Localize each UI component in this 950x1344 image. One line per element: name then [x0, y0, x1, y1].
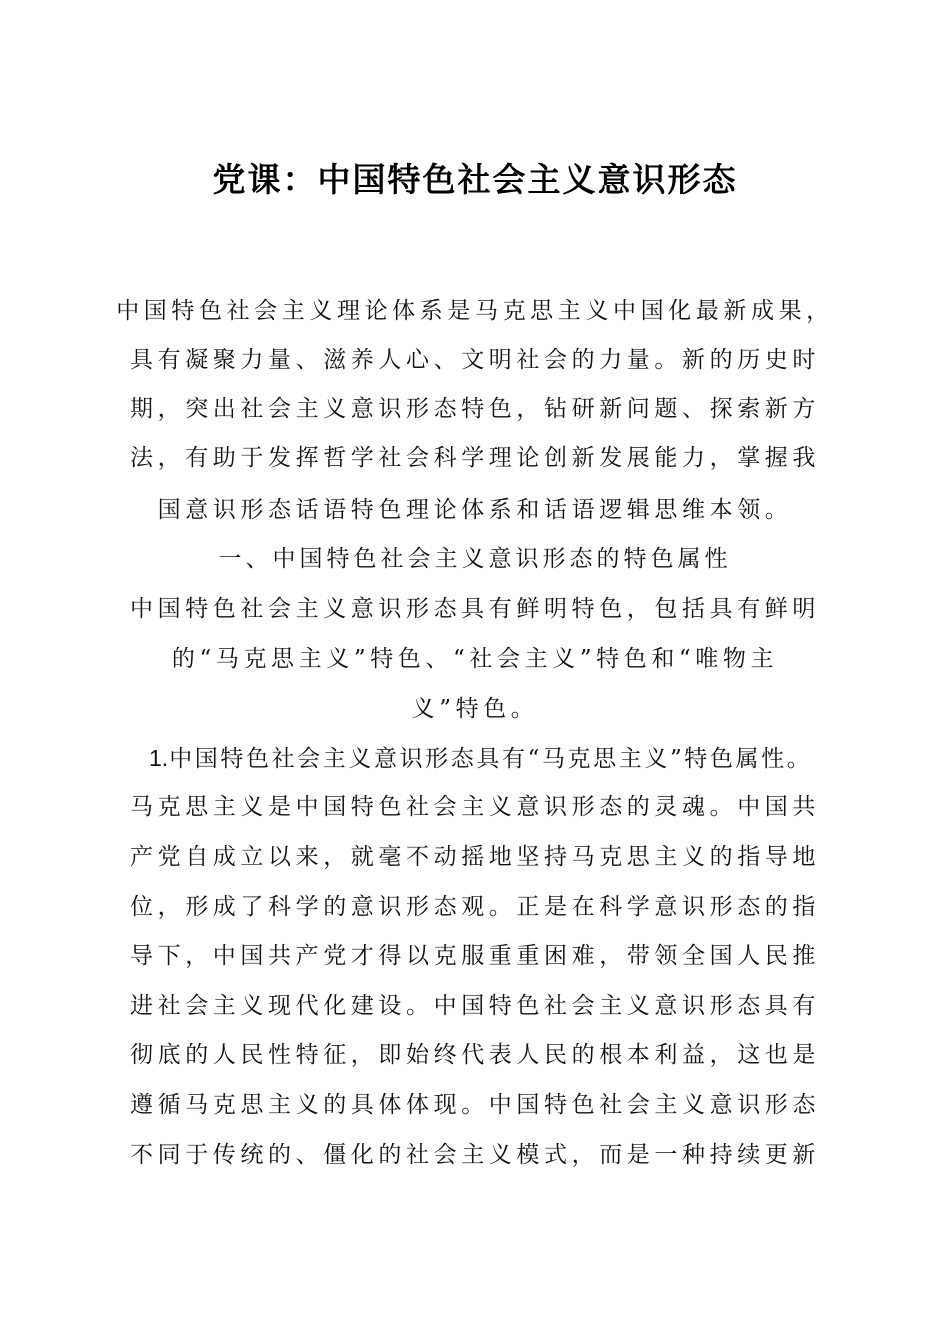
paragraph-line: 法，有助于发挥哲学社会科学理论创新发展能力，掌握我	[130, 445, 820, 471]
paragraph-line: 中国特色社会主义理论体系是马克思主义中国化最新成果，	[116, 298, 834, 324]
paragraph-line: 中国特色社会主义意识形态具有鲜明特色，包括具有鲜明	[130, 596, 820, 622]
paragraph-line: 义”特色。	[411, 696, 539, 722]
paragraph-line: 马克思主义是中国特色社会主义意识形态的灵魂。中国共	[130, 794, 820, 820]
paragraph-line: 彻底的人民性特征，即始终代表人民的根本利益，这也是	[130, 1042, 820, 1068]
paragraph-line: 进社会主义现代化建设。中国特色社会主义意识形态具有	[130, 993, 820, 1019]
numbered-item-heading	[149, 738, 849, 779]
paragraph-line: 不同于传统的、僵化的社会主义模式，而是一种持续更新	[130, 1142, 820, 1168]
paragraph-line: 国意识形态话语特色理论体系和话语逻辑思维本领。	[157, 497, 793, 523]
paragraph-line: 期，突出社会主义意识形态特色，钻研新问题、探索新方	[130, 396, 820, 422]
section-heading: 一、中国特色社会主义意识形态的特色属性	[218, 546, 732, 572]
document-title: 党课：中国特色社会主义意识形态	[212, 160, 738, 199]
paragraph-line: 产党自成立以来，就毫不动摇地坚持马克思主义的指导地	[130, 844, 820, 870]
paragraph-line: 遵循马克思主义的具体体现。中国特色社会主义意识形态	[130, 1092, 820, 1118]
paragraph-line: 具有凝聚力量、滋养人心、文明社会的力量。新的历史时	[130, 347, 820, 373]
item-number: 1.	[149, 745, 169, 771]
paragraph-line: 导下，中国共产党才得以克服重重困难，带领全国人民推	[130, 943, 820, 969]
paragraph-line: 的“马克思主义”特色、“社会主义”特色和“唯物主	[171, 646, 779, 672]
paragraph-line: 位，形成了科学的意识形态观。正是在科学意识形态的指	[130, 894, 820, 920]
item-heading-text: 中国特色社会主义意识形态具有“马克思主义”特色属性。	[169, 746, 813, 772]
